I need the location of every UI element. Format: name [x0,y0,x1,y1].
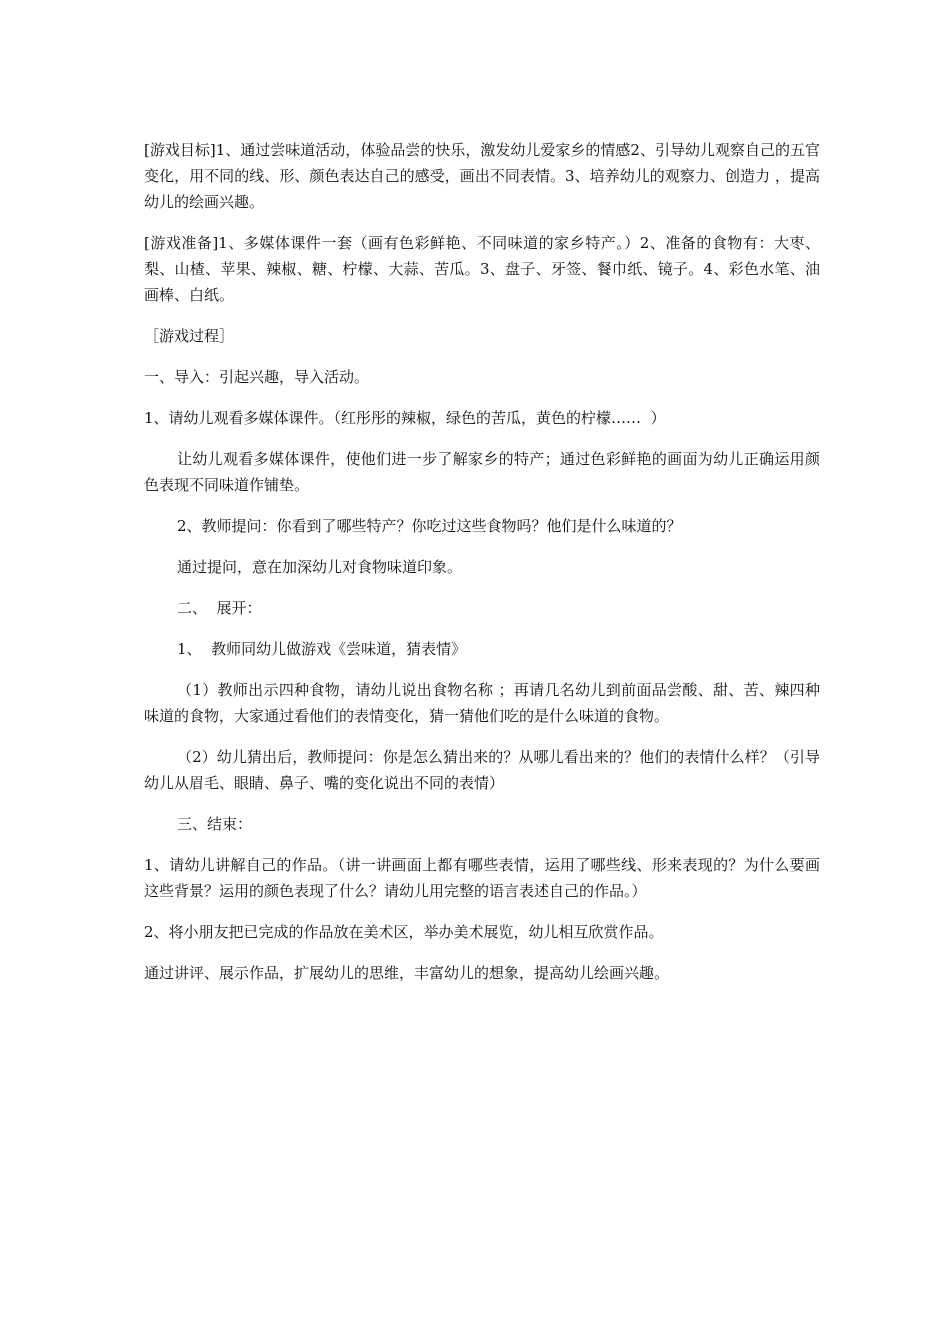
paragraph-end-step-1: 1、请幼儿讲解自己的作品。（讲一讲画面上都有哪些表情，运用了哪些线、形来表现的？为什么要画这些背景？运用的颜色表现了什么？请幼儿用完整的语言表述自己的作品。） [144,856,820,900]
paragraph-step-2-note: 通过提问，意在加深幼儿对食物味道印象。 [177,558,463,576]
paragraph-end-note: 通过讲评、展示作品，扩展幼儿的思维，丰富幼儿的想象，提高幼儿绘画兴趣。 [144,964,670,982]
document-body [144,137,820,1001]
section-heading-process: ［游戏过程］ [144,327,235,345]
paragraph-end-step-2: 2、将小朋友把已完成的作品放在美术区，举办美术展览，幼儿相互欣赏作品。 [144,923,664,941]
paragraph-step-2: 2、教师提问：你看到了哪些特产？你吃过这些食物吗？他们是什么味道的？ [177,517,682,535]
paragraph-preparation: [游戏准备]1、多媒体课件一套（画有色彩鲜艳、不同味道的家乡特产。）2、准备的食物有：大枣、梨、山楂、苹果、辣椒、糖、柠檬、大蒜、苦瓜。3、盘子、牙签、餐巾纸、镜子。4、彩色水笔、油画棒、白纸。 [144,234,820,304]
paragraph-step-1: 1、请幼儿观看多媒体课件。（红彤彤的辣椒，绿色的苦瓜，黄色的柠檬…… ） [144,409,666,427]
paragraph-game-step-1: （1）教师出示四种食物，请幼儿说出食物名称 ；再请几名幼儿到前面品尝酸、甜、苦、辣四种味道的食物，大家通过看他们的表情变化，猜一猜他们吃的是什么味道的食物。 [144,681,820,725]
section-heading-end: 三、结束： [177,815,253,833]
section-heading-intro: 一、导入：引起兴趣，导入活动。 [144,368,370,386]
paragraph-goal: [游戏目标]1、通过尝味道活动，体验品尝的快乐，激发幼儿爱家乡的情感2、引导幼儿观察自己的五官变化，用不同的线、形、颜色表达自己的感受，画出不同表情。3、培养幼儿的观察力、创造力 ，提高幼儿的绘画兴趣。 [144,141,820,211]
paragraph-step-1-note: 让幼儿观看多媒体课件，使他们进一步了解家乡的特产；通过色彩鲜艳的画面为幼儿正确运用颜色表现不同味道作铺垫。 [144,450,820,494]
section-heading-develop: 二、 展开： [177,599,262,617]
paragraph-game: 1、 教师同幼儿做游戏《尝味道，猜表情》 [177,640,467,658]
paragraph-game-step-2: （2）幼儿猜出后，教师提问：你是怎么猜出来的？从哪儿看出来的？他们的表情什么样？（引导幼儿从眉毛、眼睛、鼻子、嘴的变化说出不同的表情） [144,748,820,792]
